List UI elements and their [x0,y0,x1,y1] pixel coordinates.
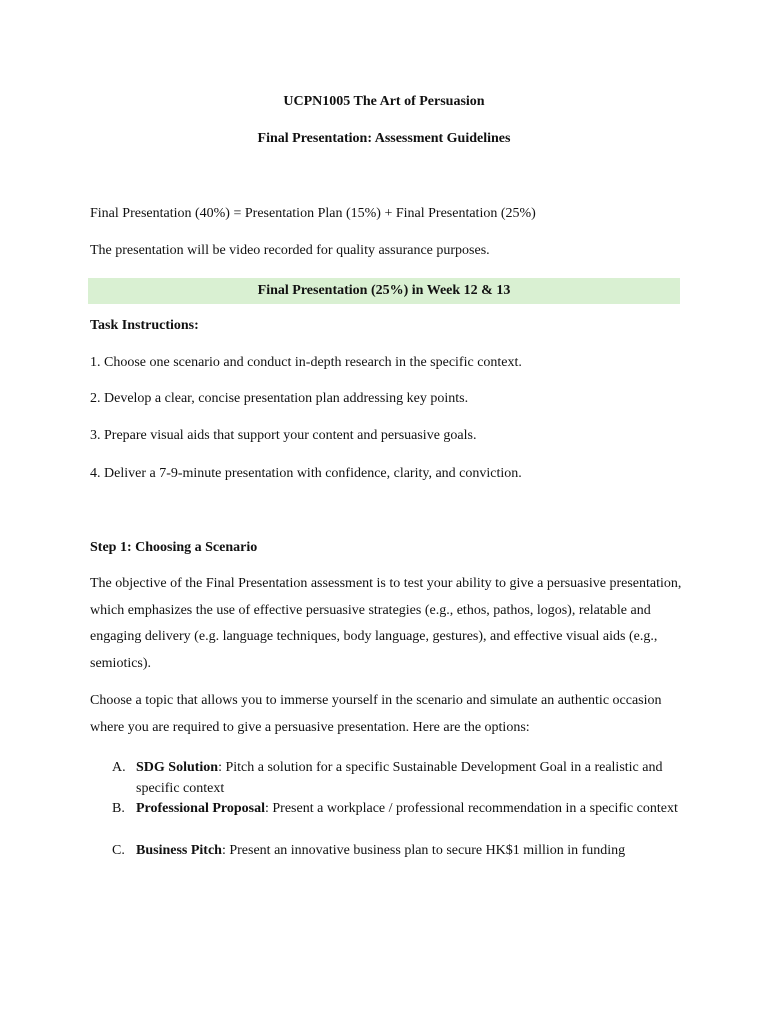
course-title: UCPN1005 The Art of Persuasion [283,94,485,109]
option-text: : Present an innovative business plan to secure HK$1 million in funding [221,843,626,858]
section-banner-text: Final Presentation (25%) in Week 12 & 13 [257,283,511,298]
step1-heading: Step 1: Choosing a Scenario [90,540,258,555]
option-item [112,840,682,861]
option-text: : Present a workplace / professional recommendation in a specific context [265,801,678,816]
option-item [112,798,682,819]
task-item: 2. Develop a clear, concise presentation plan addressing key points. [90,391,469,406]
option-letter: A. [112,760,126,775]
recording-note: The presentation will be video recorded for quality assurance purposes. [90,243,490,258]
step1-paragraph-choose: Choose a topic that allows you to immerse yourself in the scenario and simulate an authentic occasion where you are required to give a persuasive presentation. Here are the options: [90,693,662,735]
task-item: 1. Choose one scenario and conduct in-depth research in the specific context. [90,355,522,370]
grade-formula: Final Presentation (40%) = Presentation Plan (15%) + Final Presentation (25%) [90,206,536,221]
option-title: SDG Solution [136,760,219,775]
step1-paragraph-objective: The objective of the Final Presentation assessment is to test your ability to give a persuasive presentation, which emphasizes the use of effective persuasive strategies (e.g., ethos, pathos, logos), relatable and engaging delivery (e.g. language techniques, body language, gestures), and effective visual aids (e.g., semiotics). [90,576,682,672]
task-heading: Task Instructions: [90,318,199,333]
option-letter: B. [112,801,125,816]
option-text: : Pitch a solution for a specific Sustainable Development Goal in a realistic and specific context [136,760,663,796]
option-title: Business Pitch [136,843,222,858]
option-letter: C. [112,843,125,858]
document-subtitle: Final Presentation: Assessment Guidelines [257,131,511,146]
task-item: 3. Prepare visual aids that support your content and persuasive goals. [90,428,477,443]
task-item: 4. Deliver a 7-9-minute presentation with confidence, clarity, and conviction. [90,466,522,481]
option-item [112,757,682,799]
section-banner [88,278,680,304]
option-title: Professional Proposal [136,801,265,816]
